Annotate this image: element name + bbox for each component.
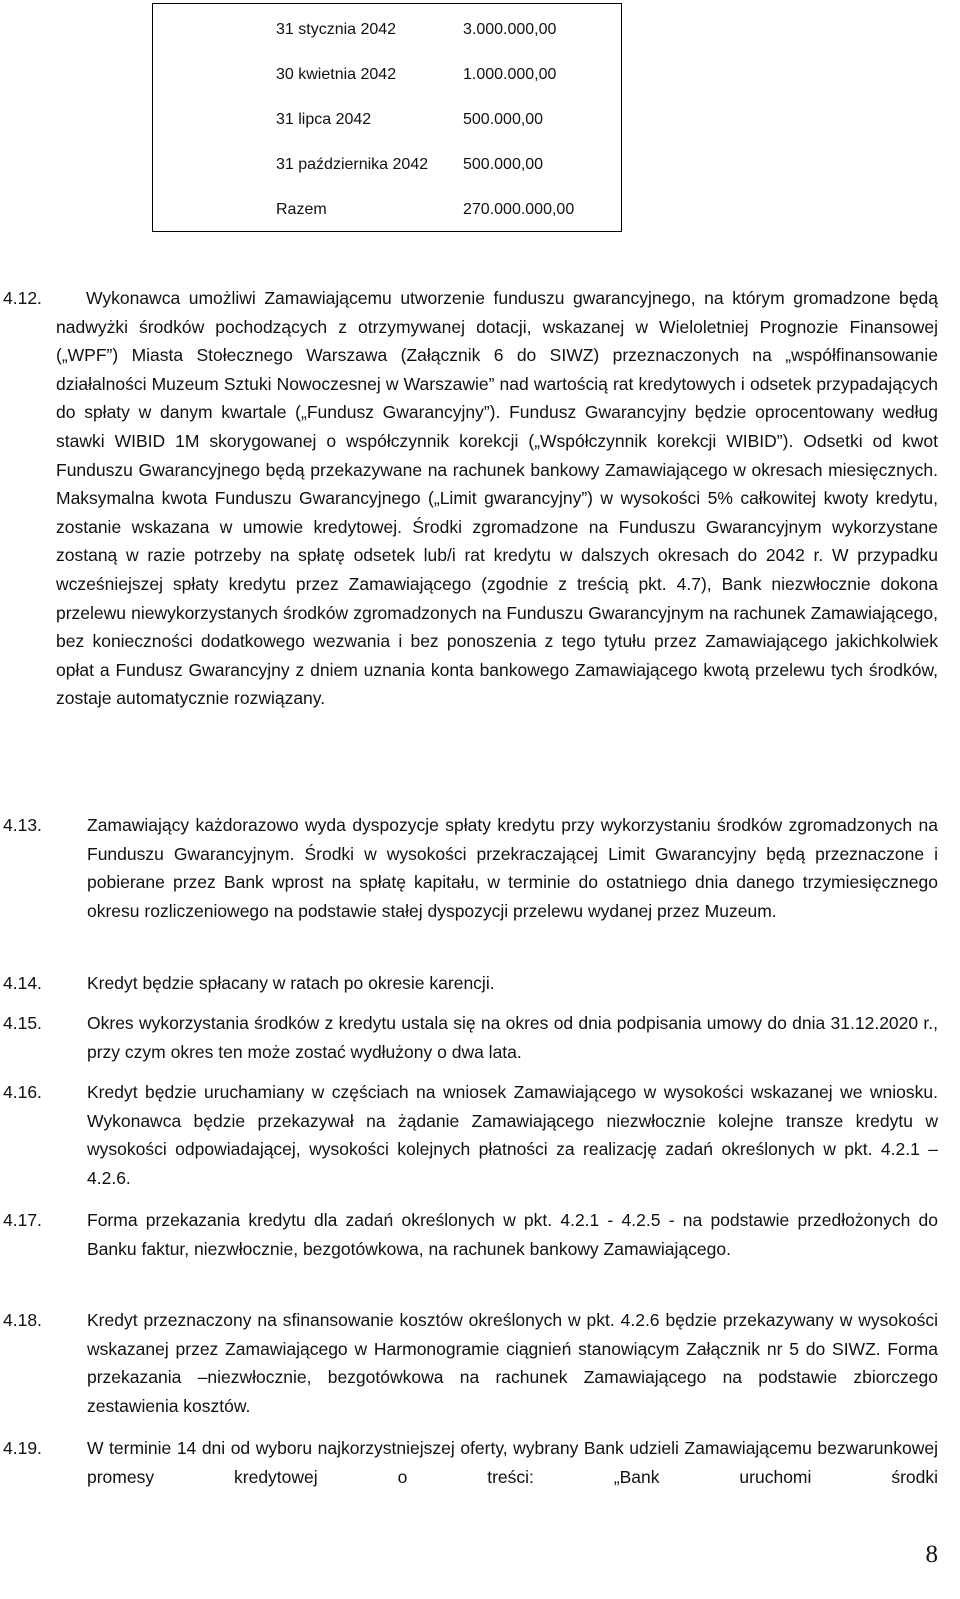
page-number: 8 (925, 1541, 938, 1568)
section-text: W terminie 14 dni od wyboru najkorzystniejszej oferty, wybrany Bank udzieli Zamawiającemu bezwarunkowej promesy kredytowej o treści: „Bank uruchomi środki (87, 1438, 938, 1487)
repayment-schedule-table (152, 3, 622, 232)
section-number: 4.15. (3, 1013, 42, 1033)
schedule-amount: 1.000.000,00 (463, 66, 557, 83)
section-number: 4.14. (3, 973, 42, 993)
schedule-amount: 500.000,00 (463, 156, 544, 173)
section-number: 4.16. (3, 1082, 42, 1102)
schedule-date: 31 lipca 2042 (276, 111, 372, 128)
schedule-amount: 3.000.000,00 (463, 21, 557, 38)
schedule-amount: 500.000,00 (463, 111, 544, 128)
section-text: Wykonawca umożliwi Zamawiającemu utworzenie funduszu gwarancyjnego, na którym gromadzone będą nadwyżki środków pochodzących z otrzymywanej dotacji, wskazanej w Wieloletniej Prognozie Finansowej („WPF”) Miasta Stołecznego Warszawa (Załącznik 6 do SIWZ) przeznaczonych na „współfinansowanie działalności Muzeum Sztuki Nowoczesnej w Warszawie” nad wartością rat kredytowych i odsetek przypadających do spłaty w danym kwartale („Fundusz Gwarancyjny”). Fundusz Gwarancyjny będzie oprocentowany według stawki WIBID 1M skorygowanej o współczynnik korekcji („Współczynnik korekcji WIBID”). Odsetki od kwot Funduszu Gwarancyjnego będą przekazywane na rachunek bankowy Zamawiającego w okresach miesięcznych. Maksymalna kwota Funduszu Gwarancyjnego („Limit gwarancyjny”) w wysokości 5% całkowitej kwoty kredytu, zostanie wskazana w umowie kredytowej. Środki zgromadzone na Funduszu Gwarancyjnym wykorzystane zostaną w razie potrzeby na spłatę odsetek lub/i rat kredytu w dalszych okresach do 2042 r. W przypadku wcześniejszej spłaty kredytu przez Zamawiającego (zgodnie z treścią pkt. 4.7), Bank niezwłocznie dokona przelewu niewykorzystanych środków zgromadzonych na Funduszu Gwarancyjnym na rachunek Zamawiającego, bez konieczności dodatkowego wezwania i bez ponoszenia z tego tytułu przez Zamawiającego jakichkolwiek opłat a Fundusz Gwarancyjny z dniem uznania konta bankowego Zamawiającego kwotą przelewu tych środków, zostaje automatycznie rozwiązany. (56, 288, 938, 709)
section-number: 4.17. (3, 1210, 42, 1230)
section-text: Kredyt będzie spłacany w ratach po okresie karencji. (87, 973, 495, 993)
section-text: Forma przekazania kredytu dla zadań określonych w pkt. 4.2.1 - 4.2.5 - na podstawie przedłożonych do Banku faktur, niezwłocznie, bezgotówkowa, na rachunek bankowy Zamawiającego. (87, 1210, 938, 1259)
section-number: 4.12. (3, 288, 42, 308)
section-number: 4.18. (3, 1310, 42, 1330)
schedule-date: 30 kwietnia 2042 (276, 66, 397, 83)
schedule-date: 31 stycznia 2042 (276, 21, 397, 38)
section-text: Zamawiający każdorazowo wyda dyspozycje spłaty kredytu przy wykorzystaniu środków zgromadzonych na Funduszu Gwarancyjnym. Środki w wysokości przekraczającej Limit Gwarancyjny będą przeznaczone i pobierane przez Bank wprost na spłatę kapitału, w terminie do ostatniego dnia danego trzymiesięcznego okresu rozliczeniowego na podstawie stałej dyspozycji przelewu wydanej przez Muzeum. (87, 815, 938, 921)
section-text: Kredyt przeznaczony na sfinansowanie kosztów określonych w pkt. 4.2.6 będzie przekazywany w wysokości wskazanej przez Zamawiającego w Harmonogramie ciągnień stanowiącym Załącznik nr 5 do SIWZ. Forma przekazania –niezwłocznie, bezgotówkowa na rachunek Zamawiającego na podstawie zbiorczego zestawienia kosztów. (87, 1310, 938, 1416)
schedule-total-label: Razem (276, 201, 327, 218)
section-text: Okres wykorzystania środków z kredytu ustala się na okres od dnia podpisania umowy do dnia 31.12.2020 r., przy czym okres ten może zostać wydłużony o dwa lata. (87, 1013, 938, 1062)
schedule-date: 31 października 2042 (276, 156, 429, 173)
section-number: 4.19. (3, 1438, 42, 1458)
section-text: Kredyt będzie uruchamiany w częściach na wniosek Zamawiającego w wysokości wskazanej we wniosku. Wykonawca będzie przekazywał na żądanie Zamawiającego niezwłocznie kolejne transze kredytu w wysokości odpowiadającej, wysokości kolejnych płatności za realizację zadań określonych w pkt. 4.2.1 – 4.2.6. (87, 1082, 938, 1188)
section-number: 4.13. (3, 815, 42, 835)
schedule-total-amount: 270.000.000,00 (463, 201, 575, 218)
